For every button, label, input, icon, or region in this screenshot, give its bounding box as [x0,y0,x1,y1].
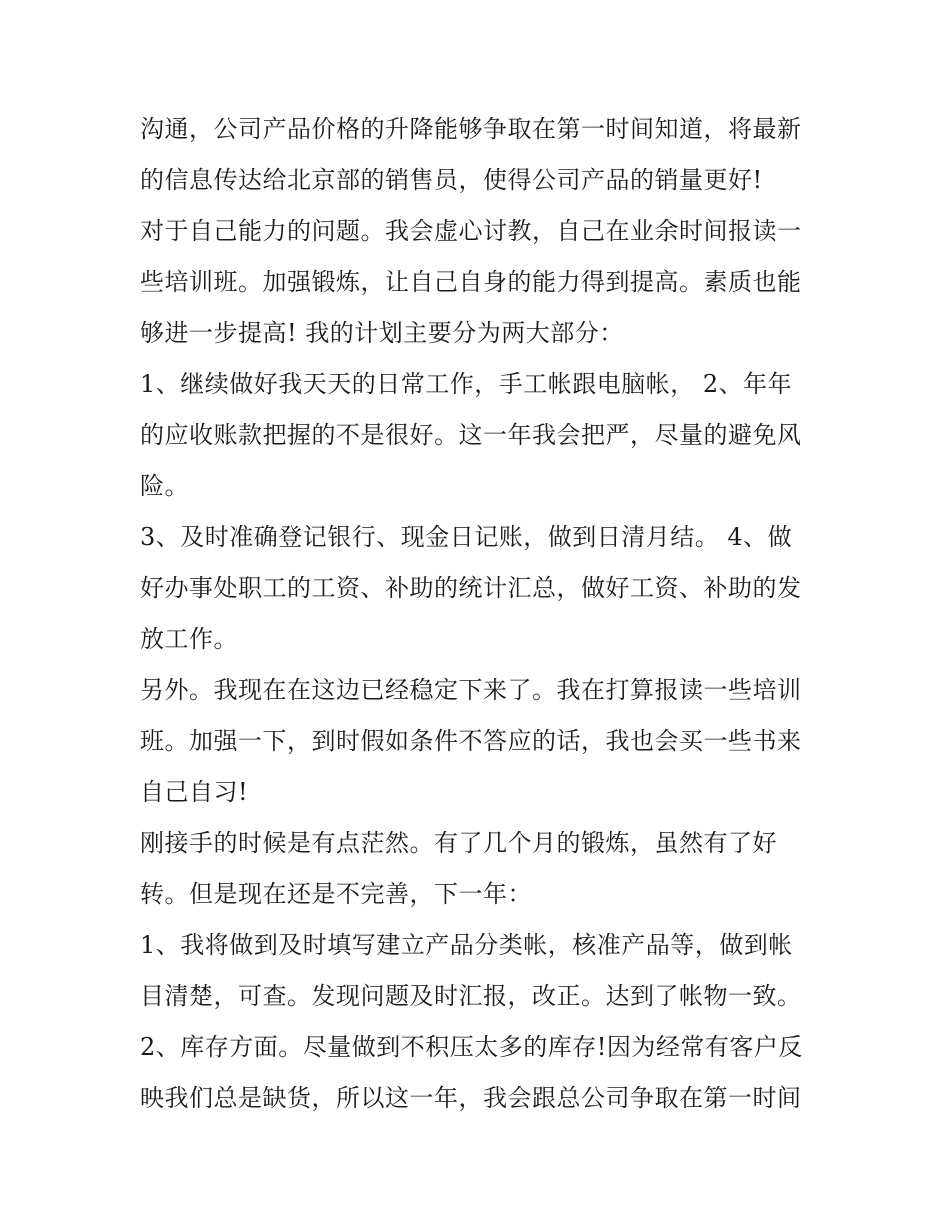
text-line: 些培训班。加强锻炼，让自己自身的能力得到提高。素质也能 [140,268,802,296]
document-body [140,104,820,1124]
text-line: 3、及时准确登记银行、现金日记账，做到日清月结。 4、做 [140,523,793,551]
text-line: 2、库存方面。尽量做到不积压太多的库存!因为经常有客户反 [140,1033,803,1061]
text-line: 好办事处职工的工资、补助的统计汇总，做好工资、补助的发 [140,574,802,602]
text-line: 另外。我现在在这边已经稳定下来了。我在打算报读一些培训 [140,676,802,704]
text-line: 自己自习! [140,778,249,806]
text-line: 的应收账款把握的不是很好。这一年我会把严，尽量的避免风 [140,421,802,449]
text-line: 班。加强一下，到时假如条件不答应的话，我也会买一些书来 [140,727,802,755]
text-line: 转。但是现在还是不完善，下一年： [140,880,532,908]
text-line: 目清楚，可查。发现问题及时汇报，改正。达到了帐物一致。 [140,982,802,1010]
text-line: 映我们总是缺货，所以这一年，我会跟总公司争取在第一时间 [140,1084,802,1112]
text-line: 的信息传达给北京部的销售员，使得公司产品的销量更好! [140,166,763,194]
text-line: 刚接手的时候是有点茫然。有了几个月的锻炼，虽然有了好 [140,829,777,857]
text-line: 放工作。 [140,625,238,653]
text-line: 1、我将做到及时填写建立产品分类帐，核准产品等，做到帐 [140,931,793,959]
text-line: 沟通，公司产品价格的升降能够争取在第一时间知道，将最新 [140,115,802,143]
text-line: 险。 [140,472,189,500]
text-line: 1、继续做好我天天的日常工作，手工帐跟电脑帐， 2、年年 [140,370,793,398]
text-line: 对于自己能力的问题。我会虚心讨教，自己在业余时间报读一 [140,217,802,245]
text-line: 够进一步提高! 我的计划主要分为两大部分： [140,319,624,347]
